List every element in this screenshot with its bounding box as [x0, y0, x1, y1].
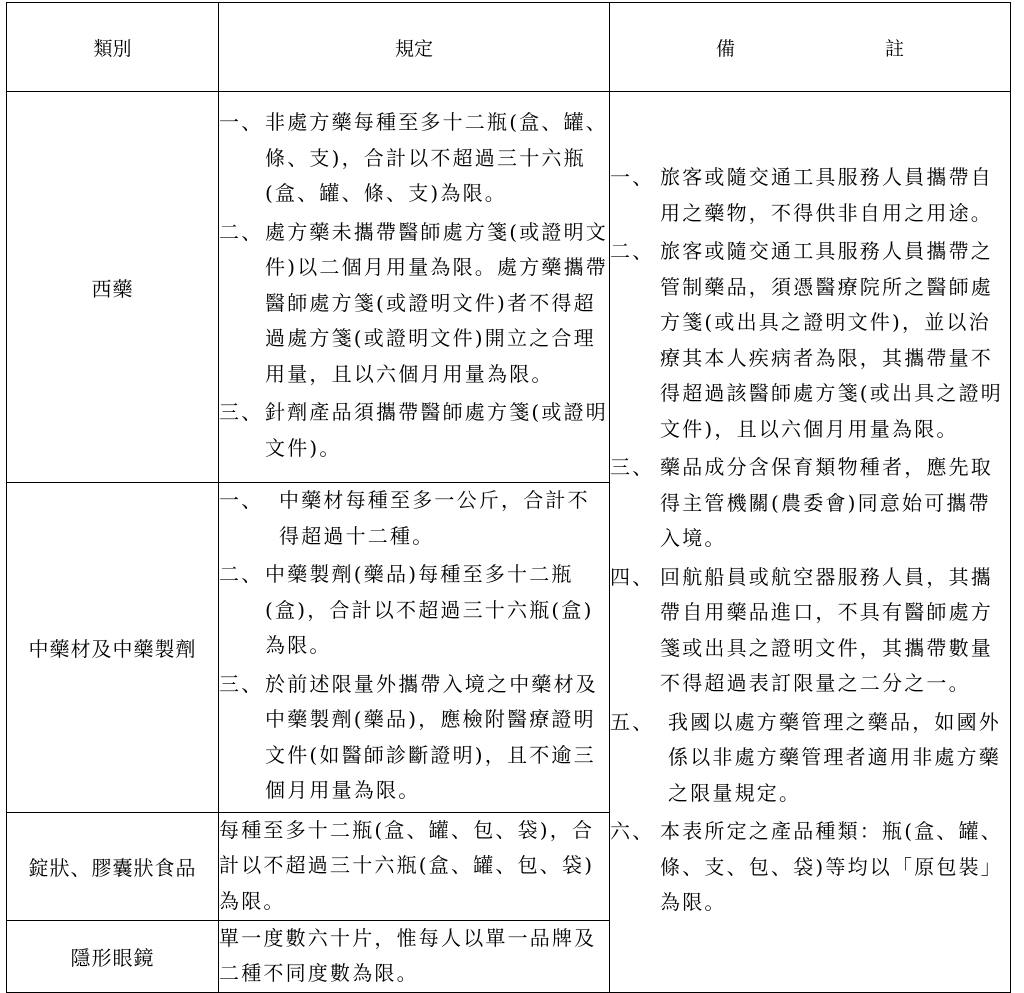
rule-item [219, 105, 609, 212]
category-cell: 隱形眼鏡 [7, 920, 219, 992]
rule-num: 二、 [219, 562, 264, 586]
header-category: 類別 [7, 3, 219, 92]
rule-num: 一、 [219, 488, 264, 512]
note-num: 一、 [610, 165, 655, 189]
rule-num: 二、 [219, 219, 264, 244]
category-cell: 中藥材及中藥製劑 [7, 483, 219, 813]
note-text: 本表所定之產品種類：瓶(盒、罐、條、支、包、袋)等均以「原包裝」為限。 [660, 819, 1004, 914]
rule-cell [219, 920, 610, 992]
rule-text: 中藥材每種至多一公斤，合計不得超過十二種。 [279, 488, 590, 548]
rule-num: 三、 [219, 671, 264, 696]
rule-cell [219, 92, 610, 483]
header-row [7, 3, 1011, 92]
note-text: 旅客或隨交通工具服務人員攜帶自用之藥物，不得供非自用之用途。 [660, 165, 993, 225]
rule-text: 非處方藥每種至多十二瓶(盒、罐、條、支)，合計以不超過三十六瓶(盒、罐、條、支)為限。 [265, 110, 609, 205]
rule-num: 一、 [219, 110, 264, 134]
note-text: 我國以處方藥管理之藥品，如國外係以非處方藥管理者適用非處方藥之限量規定。 [668, 709, 1001, 805]
rule-text: 單一度數六十片，惟每人以單一品牌及二種不同度數為限。 [219, 925, 597, 985]
note-num: 六、 [610, 819, 655, 843]
note-text: 回航船員或航空器服務人員，其攜帶自用藥品進口，不具有醫師處方箋或出具之證明文件，其攜帶數量不得超過表訂限量之二分之一。 [660, 564, 993, 695]
category-cell: 錠狀、膠囊狀食品 [7, 812, 219, 920]
rule-text: 處方藥未攜帶醫師處方箋(或證明文件)以二個月用量為限。處方藥攜帶醫師處方箋(或證明文件)者不得超過處方箋(或證明文件)開立之合理用量，且以六個月用量為限。 [265, 219, 609, 386]
note-item [610, 160, 1010, 231]
header-rule: 規定 [219, 3, 610, 92]
regulation-table [6, 2, 1011, 993]
notes-cell [610, 92, 1011, 993]
header-note-right: 註 [885, 37, 905, 60]
note-num: 二、 [610, 239, 655, 263]
note-num: 四、 [610, 564, 655, 589]
rule-item [219, 667, 609, 809]
note-item [610, 234, 1010, 447]
note-item [610, 705, 1010, 812]
rule-text: 於前述限量外攜帶入境之中藥材及中藥製劑(藥品)，應檢附醫療證明文件(如醫師診斷證明)，且不逾三個月用量為限。 [265, 671, 598, 802]
table-row [7, 92, 1011, 483]
note-item [610, 450, 1010, 557]
rule-item [219, 483, 609, 554]
rule-text: 針劑產品須攜帶醫師處方箋(或證明文件)。 [265, 400, 609, 460]
note-text: 旅客或隨交通工具服務人員攜帶之管制藥品，須憑醫療院所之醫師處方箋(或出具之證明文件)，並以治療其本人疾病者為限，其攜帶量不得超過該醫師處方箋(或出具之證明文件)，且以六個月用量為限。 [660, 239, 1004, 441]
note-item [610, 560, 1010, 702]
note-text: 藥品成分含保育類物種者，應先取得主管機關(農委會)同意始可攜帶入境。 [660, 455, 993, 550]
rule-item [219, 215, 609, 393]
header-note [610, 3, 1011, 92]
category-cell: 西藥 [7, 92, 219, 483]
rule-item [219, 557, 609, 664]
note-item [610, 814, 1010, 921]
header-note-left: 備 [715, 37, 735, 60]
rule-cell [219, 483, 610, 813]
rule-text: 每種至多十二瓶(盒、罐、包、袋)，合計以不超過三十六瓶(盒、罐、包、袋)為限。 [219, 817, 595, 913]
rule-num: 三、 [219, 400, 264, 424]
rule-cell [219, 812, 610, 920]
rule-item [219, 395, 609, 466]
note-num: 三、 [610, 455, 655, 479]
rule-text: 中藥製劑(藥品)每種至多十二瓶(盒)，合計以不超過三十六瓶(盒)為限。 [265, 562, 594, 657]
note-num: 五、 [610, 709, 655, 734]
